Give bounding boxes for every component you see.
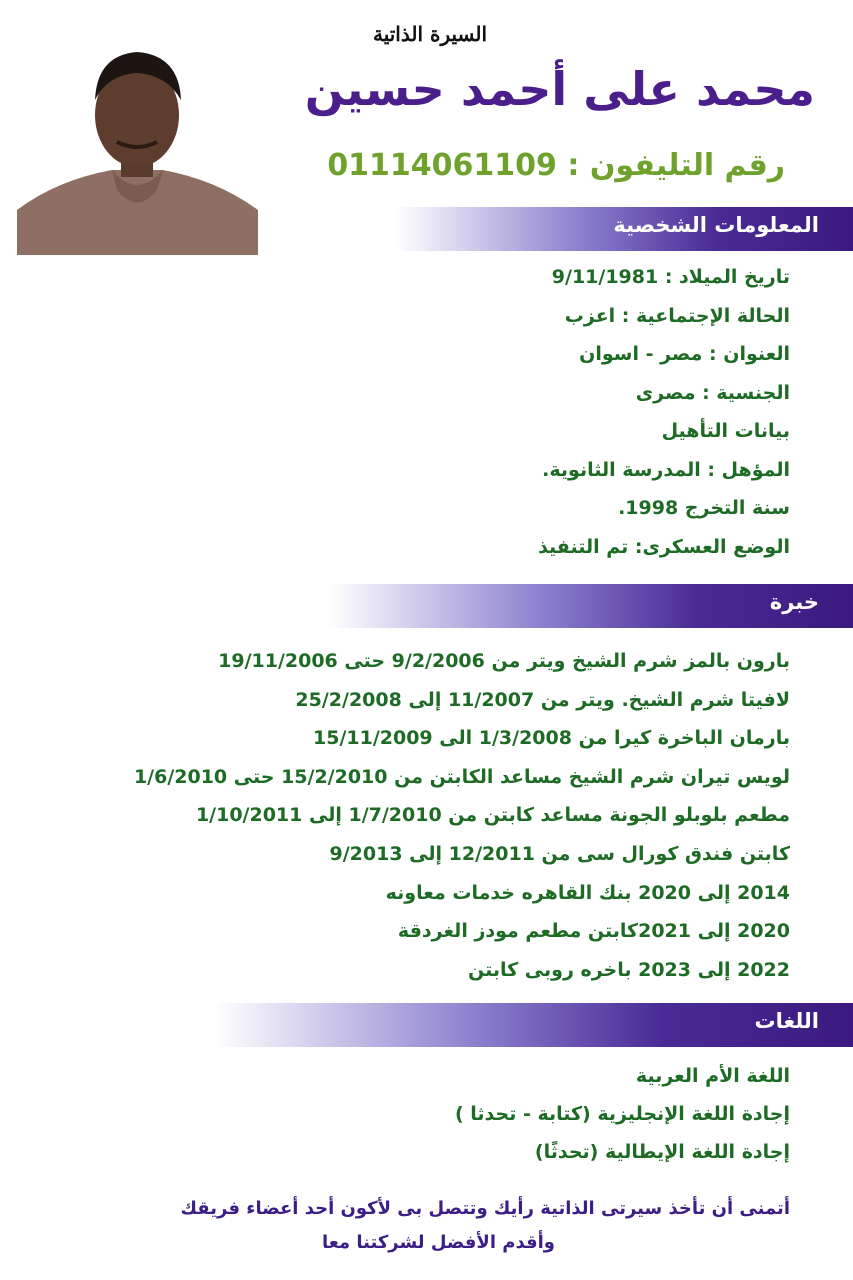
section-title-personal: المعلومات الشخصية — [613, 213, 819, 237]
experience-line: 2014 إلى 2020 بنك القاهره خدمات معاونه — [385, 881, 790, 904]
profile-photo — [17, 40, 258, 255]
closing-line: أتمنى أن تأخذ سيرتى الذاتية رأيك وتتصل بى لأكون أحد أعضاء فريقك — [180, 1198, 790, 1219]
experience-list — [134, 642, 790, 989]
personal-line: تاريخ الميلاد : 9/11/1981 — [551, 266, 790, 288]
experience-line: 2022 إلى 2023 باخره روبى كابتن — [467, 958, 790, 981]
personal-line: الجنسية : مصرى — [635, 381, 790, 404]
personal-line: الوضع العسكرى: تم التنفيذ — [538, 535, 790, 558]
section-title-experience: خبرة — [769, 590, 819, 614]
experience-line: بارمان الباخرة كيرا من 1/3/2008 الى 15/11/2009 — [313, 727, 790, 750]
personal-line: الحالة الإجتماعية : اعزب — [564, 304, 790, 327]
section-band-languages — [215, 1003, 853, 1047]
closing-line: وأقدم الأفضل لشركتنا معا — [322, 1232, 555, 1253]
languages-list — [455, 1057, 790, 1171]
person-name: محمد على أحمد حسين — [304, 62, 815, 116]
experience-line: لافيتا شرم الشيخ. ويتر من 11/2007 إلى 25/2/2008 — [295, 688, 790, 711]
phone-number: رقم التليفون : 01114061109 — [327, 148, 785, 183]
personal-line: بيانات التأهيل — [661, 420, 790, 442]
experience-line: لويس تيران شرم الشيخ مساعد الكابتن من 15/2/2010 حتى 1/6/2010 — [133, 765, 790, 788]
personal-line: المؤهل : المدرسة الثانوية. — [542, 458, 790, 481]
section-band-experience — [330, 584, 853, 628]
person-photo-icon — [17, 40, 258, 255]
personal-info-list — [538, 258, 790, 566]
language-line: اللغة الأم العربية — [635, 1065, 790, 1087]
section-title-languages: اللغات — [754, 1009, 819, 1033]
document-label: السيرة الذاتية — [372, 22, 488, 46]
experience-line: كابتن فندق كورال سى من 12/2011 إلى 9/2013 — [329, 842, 790, 865]
language-line: إجادة اللغة الإيطالية (تحدثًا) — [534, 1141, 790, 1163]
closing-statement — [60, 1192, 790, 1260]
personal-line: العنوان : مصر - اسوان — [579, 343, 790, 365]
language-line: إجادة اللغة الإنجليزية (كتابة - تحدثا ) — [454, 1103, 790, 1125]
personal-line: سنة التخرج 1998. — [618, 497, 790, 519]
experience-line: 2020 إلى 2021كابتن مطعم مودز الغردقة — [397, 920, 790, 943]
experience-line: بارون بالمز شرم الشيخ ويتر من 9/2/2006 حتى 19/11/2006 — [218, 650, 790, 672]
experience-line: مطعم بلوبلو الجونة مساعد كابتن من 1/7/2010 إلى 1/10/2011 — [195, 804, 790, 827]
section-band-personal — [395, 207, 853, 251]
